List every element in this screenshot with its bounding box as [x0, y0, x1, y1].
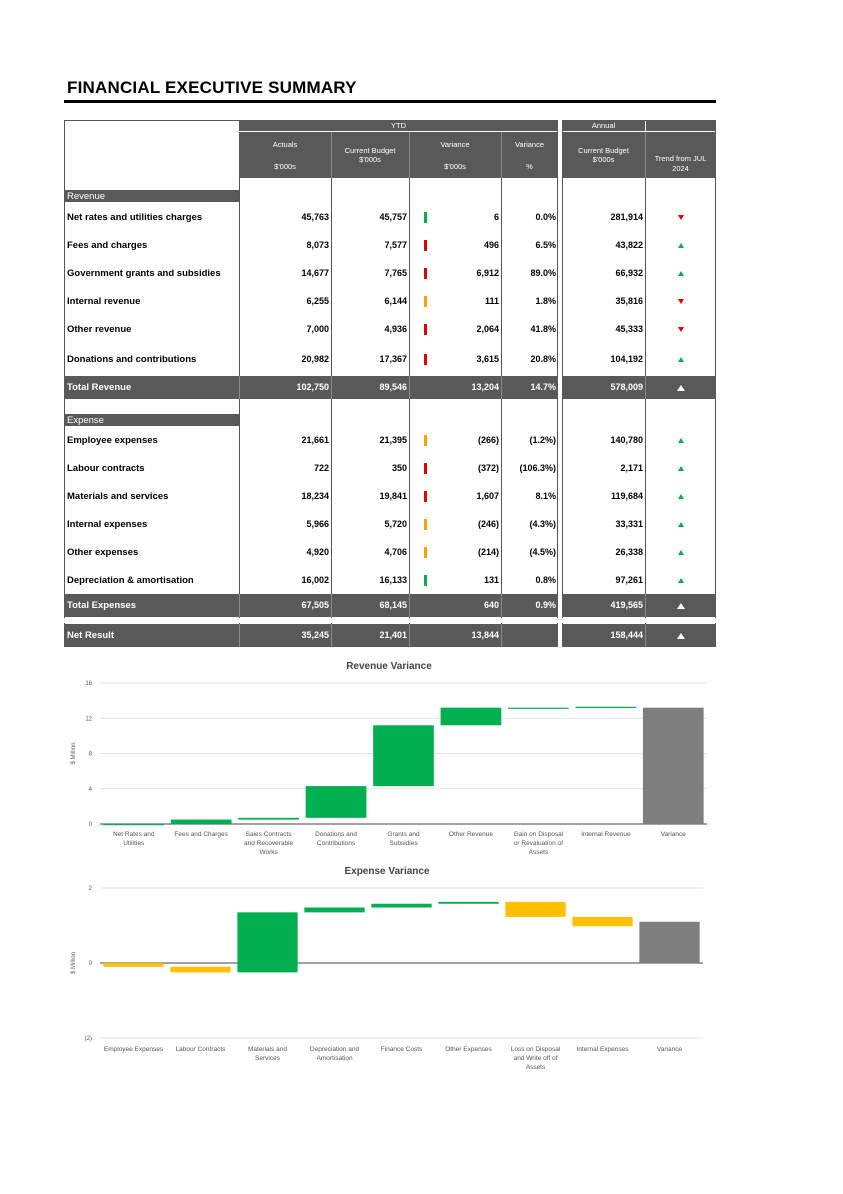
- x-tick-label: [174, 831, 228, 838]
- row-variance: (266): [477, 435, 499, 445]
- row-variance-pct: 0.0%: [535, 212, 556, 222]
- x-tick-label-line: Assets: [525, 1064, 546, 1071]
- column-header-budget: Current Budget: [344, 146, 396, 155]
- x-tick-label-line: Variance: [656, 1046, 683, 1053]
- row-budget: 21,395: [379, 435, 407, 445]
- row-variance-pct: 89.0%: [530, 268, 556, 278]
- bar-3: [238, 818, 299, 820]
- y-tick-label: 2: [88, 886, 92, 892]
- x-tick-label-line: Gain on Disposal: [513, 831, 564, 838]
- column-header-annual_budget-unit: $'000s: [592, 155, 615, 164]
- x-tick-label: [176, 1046, 227, 1053]
- row-label: Net rates and utilities charges: [67, 212, 203, 223]
- row-budget: 350: [391, 463, 407, 473]
- revenue-variance-chart: [55, 655, 725, 865]
- y-tick-label: 12: [85, 716, 92, 723]
- x-tick-label: [514, 831, 564, 856]
- trend-up-icon: [678, 271, 684, 276]
- row-label: Government grants and subsidies: [67, 268, 221, 279]
- row-variance: 3,615: [476, 354, 499, 364]
- row-variance-pct: 8.1%: [535, 491, 556, 501]
- row-budget: 7,577: [384, 240, 407, 250]
- x-tick-label: [315, 831, 357, 847]
- row-budget: 17,367: [379, 354, 407, 364]
- total-separator: [645, 376, 646, 399]
- total-separator: [501, 594, 502, 617]
- bar-6: [441, 708, 502, 726]
- column-line: [645, 178, 646, 647]
- x-tick-label: [576, 1046, 629, 1053]
- row-variance-pct: (4.3%): [529, 519, 556, 529]
- total-expenses-label: Total Expenses: [67, 600, 136, 611]
- column-header-trend-unit: 2024: [672, 164, 689, 173]
- x-tick-label-line: Depreciation and: [309, 1046, 360, 1053]
- row-actuals: 722: [313, 463, 329, 473]
- x-tick-label: [445, 1046, 492, 1053]
- x-tick-label-line: Other Revenue: [448, 831, 493, 838]
- row-variance: 1,607: [476, 491, 499, 501]
- net-result-label: Net Result: [67, 630, 114, 641]
- bar-3: [237, 912, 297, 972]
- bar-7: [505, 902, 565, 917]
- x-tick-label: [104, 1046, 164, 1053]
- trend-up-icon: [677, 385, 685, 391]
- total-separator: [645, 594, 646, 617]
- row-label: Other revenue: [67, 324, 132, 335]
- x-tick-label-line: Contributions: [316, 840, 356, 847]
- row-budget: 6,144: [384, 296, 407, 306]
- bar-6: [438, 902, 498, 904]
- total-revenue-variance-pct: 14.7%: [530, 382, 556, 392]
- x-tick-label: [387, 831, 420, 847]
- column-header-actuals-unit: $'000s: [274, 162, 296, 171]
- row-actuals: 21,661: [301, 435, 329, 445]
- net-result-variance: 13,844: [471, 630, 499, 640]
- total-separator: [239, 376, 240, 399]
- row-annual-budget: 35,816: [615, 296, 643, 306]
- trend-up-icon: [678, 466, 684, 471]
- x-tick-label: [581, 831, 631, 838]
- bar-5: [371, 904, 431, 908]
- column-header-annual_budget: Current Budget: [578, 146, 629, 155]
- column-header-trend: Trend from JUL: [654, 154, 707, 163]
- bar-2: [171, 820, 232, 824]
- row-label: Depreciation & amortisation: [67, 575, 194, 586]
- total-expenses-actuals: 67,505: [301, 600, 329, 610]
- x-tick-label-line: Grants and: [387, 831, 420, 838]
- header-separator: [331, 132, 332, 178]
- row-variance: (372): [477, 463, 499, 473]
- chart-title: Revenue Variance: [346, 661, 432, 672]
- x-tick-label-line: Net Rates and: [112, 831, 155, 838]
- bar-9: [639, 922, 699, 963]
- row-variance: 6,912: [476, 268, 499, 278]
- row-label: Labour contracts: [67, 463, 145, 474]
- total-separator: [501, 624, 502, 647]
- row-label: Other expenses: [67, 547, 139, 558]
- x-tick-label-line: Other Expenses: [445, 1046, 492, 1053]
- row-budget: 4,936: [384, 324, 407, 334]
- row-actuals: 6,255: [306, 296, 329, 306]
- section-revenue-label: Revenue: [67, 191, 106, 202]
- total-separator: [331, 376, 332, 399]
- row-variance: 6: [493, 212, 499, 222]
- row-label: Materials and services: [67, 491, 169, 502]
- x-tick-label: [661, 831, 687, 838]
- row-variance-pct: (106.3%): [519, 463, 556, 473]
- trend-up-icon: [678, 438, 684, 443]
- row-actuals: 5,966: [306, 519, 329, 529]
- row-annual-budget: 119,684: [610, 491, 643, 501]
- row-actuals: 45,763: [301, 212, 329, 222]
- bar-4: [304, 908, 364, 913]
- total-separator: [409, 376, 410, 399]
- trend-up-icon: [677, 633, 685, 639]
- ytd-label: YTD: [391, 121, 406, 130]
- row-annual-budget: 33,331: [615, 519, 643, 529]
- y-tick-label: 0: [88, 822, 92, 828]
- x-tick-label-line: Materials and: [247, 1046, 288, 1053]
- row-variance: (214): [477, 547, 499, 557]
- y-tick-label: (2): [84, 1036, 92, 1042]
- expense-variance-chart: [55, 862, 725, 1082]
- row-actuals: 7,000: [306, 324, 329, 334]
- x-tick-label: [657, 1046, 683, 1053]
- bar-7: [508, 708, 569, 709]
- x-tick-label-line: Internal Expenses: [576, 1046, 629, 1053]
- trend-up-icon: [677, 603, 685, 609]
- row-budget: 5,720: [384, 519, 407, 529]
- total-revenue-variance: 13,204: [471, 382, 499, 392]
- x-tick-label: [248, 1046, 287, 1062]
- x-tick-label-line: Subsidies: [389, 840, 418, 847]
- total-expenses-variance-pct: 0.9%: [535, 600, 556, 610]
- x-tick-label-line: Amortisation: [316, 1055, 353, 1062]
- x-tick-label-line: Internal Revenue: [581, 831, 631, 838]
- trend-up-icon: [678, 494, 684, 499]
- total-separator: [501, 376, 502, 399]
- y-tick-label: 0: [88, 961, 92, 967]
- total-separator: [239, 624, 240, 647]
- trend-up-icon: [678, 357, 684, 362]
- x-tick-label-line: Assets: [528, 849, 549, 856]
- x-tick-label-line: Variance: [660, 831, 686, 838]
- row-label: Internal expenses: [67, 519, 148, 530]
- row-annual-budget: 97,261: [615, 575, 643, 585]
- x-tick-label-line: Loss on Disposal: [510, 1046, 561, 1053]
- row-actuals: 4,920: [306, 547, 329, 557]
- row-annual-budget: 45,333: [615, 324, 643, 334]
- bar-4: [306, 786, 367, 818]
- total-revenue-annual-budget: 578,009: [610, 382, 643, 392]
- frame-gap: [559, 120, 562, 647]
- x-tick-label: [113, 831, 155, 847]
- header-separator: [645, 132, 646, 178]
- total-revenue-label: Total Revenue: [67, 382, 132, 393]
- row-label: Fees and charges: [67, 240, 148, 251]
- chart-title: Expense Variance: [344, 866, 430, 877]
- x-tick-label-line: or Revaluation of: [513, 840, 563, 847]
- y-tick-label: 16: [85, 681, 92, 687]
- row-variance-pct: (4.5%): [529, 547, 556, 557]
- total-separator: [409, 594, 410, 617]
- x-tick-label: [449, 831, 493, 838]
- row-annual-budget: 26,338: [615, 547, 643, 557]
- x-tick-label-line: Utilities: [123, 840, 145, 847]
- row-label: Donations and contributions: [67, 354, 197, 365]
- column-header-variance: Variance: [440, 140, 470, 149]
- trend-top-band: [646, 120, 716, 131]
- x-tick-label: [511, 1046, 561, 1071]
- row-label: Employee expenses: [67, 435, 158, 446]
- row-actuals: 8,073: [306, 240, 329, 250]
- bar-1: [103, 963, 163, 967]
- column-header-variance-unit: $'000s: [444, 162, 466, 171]
- total-separator: [409, 624, 410, 647]
- trend-down-icon: [678, 299, 684, 304]
- row-variance-pct: 0.8%: [535, 575, 556, 585]
- row-annual-budget: 43,822: [615, 240, 643, 250]
- y-axis-label: $ Million: [71, 742, 77, 765]
- trend-up-icon: [678, 578, 684, 583]
- row-actuals: 16,002: [301, 575, 329, 585]
- x-tick-label-line: Finance Costs: [380, 1046, 423, 1053]
- x-tick-label-line: Donations and: [315, 831, 358, 838]
- row-budget: 7,765: [384, 268, 407, 278]
- net-result-budget: 21,401: [379, 630, 407, 640]
- x-tick-label: [310, 1046, 360, 1062]
- row-variance: 496: [483, 240, 499, 250]
- row-label: Internal revenue: [67, 296, 141, 307]
- net-result-actuals: 35,245: [301, 630, 329, 640]
- x-tick-label-line: Fees and Charges: [174, 831, 228, 838]
- column-header-variance_pct-unit: %: [526, 162, 533, 171]
- trend-down-icon: [678, 215, 684, 220]
- trend-up-icon: [678, 550, 684, 555]
- page-title: FINANCIAL EXECUTIVE SUMMARY: [67, 78, 357, 97]
- trend-up-icon: [678, 522, 684, 527]
- column-header-actuals: Actuals: [272, 140, 298, 149]
- net-result-annual-budget: 158,444: [610, 630, 643, 640]
- total-expenses-budget: 68,145: [379, 600, 407, 610]
- total-expenses-annual-budget: 419,565: [610, 600, 643, 610]
- title-rule: [64, 100, 716, 103]
- trend-up-icon: [678, 243, 684, 248]
- x-tick-label-line: and Write off of: [513, 1055, 558, 1062]
- x-tick-label: [381, 1046, 423, 1053]
- x-tick-label-line: Works: [259, 849, 278, 856]
- row-variance: 111: [484, 296, 499, 306]
- row-actuals: 14,677: [301, 268, 329, 278]
- trend-down-icon: [678, 327, 684, 332]
- x-tick-label-line: and Recoverable: [244, 840, 294, 847]
- annual-label: Annual: [591, 121, 616, 130]
- row-budget: 4,706: [384, 547, 407, 557]
- row-annual-budget: 66,932: [615, 268, 643, 278]
- row-variance: 131: [483, 575, 499, 585]
- row-variance-pct: 20.8%: [530, 354, 556, 364]
- bar-2: [170, 967, 230, 973]
- total-revenue-budget: 89,546: [379, 382, 407, 392]
- row-actuals: 20,982: [301, 354, 329, 364]
- column-header-budget-unit: $'000s: [359, 155, 381, 164]
- bar-9: [643, 708, 704, 824]
- bar-1: [103, 824, 164, 825]
- total-revenue-actuals: 102,750: [296, 382, 329, 392]
- total-separator: [645, 624, 646, 647]
- row-variance: 2,064: [476, 324, 499, 334]
- total-expenses-variance: 640: [483, 600, 499, 610]
- row-variance-pct: 41.8%: [530, 324, 556, 334]
- row-variance-pct: (1.2%): [529, 435, 556, 445]
- row-variance-pct: 6.5%: [535, 240, 556, 250]
- total-separator: [239, 594, 240, 617]
- header-separator: [501, 132, 502, 178]
- x-tick-label-line: Services: [255, 1055, 280, 1062]
- row-budget: 16,133: [379, 575, 407, 585]
- total-separator: [331, 594, 332, 617]
- section-expense-label: Expense: [67, 415, 104, 426]
- x-tick-label-line: Employee Expenses: [103, 1046, 164, 1053]
- x-tick-label: [244, 831, 294, 856]
- row-annual-budget: 140,780: [610, 435, 643, 445]
- y-tick-label: 8: [88, 751, 92, 758]
- bar-8: [572, 917, 632, 926]
- y-tick-label: 4: [88, 786, 92, 793]
- column-header-variance_pct: Variance: [514, 140, 545, 149]
- y-axis-label: $ Million: [71, 951, 77, 975]
- row-variance: (246): [477, 519, 499, 529]
- row-actuals: 18,234: [301, 491, 329, 501]
- total-separator: [331, 624, 332, 647]
- row-annual-budget: 104,192: [610, 354, 643, 364]
- row-budget: 45,757: [379, 212, 407, 222]
- x-tick-label-line: Sales Contracts: [245, 831, 292, 838]
- x-tick-label-line: Labour Contracts: [175, 1046, 226, 1053]
- header-separator: [409, 132, 410, 178]
- net-gap: [64, 618, 716, 623]
- row-budget: 19,841: [379, 491, 407, 501]
- bar-8: [575, 707, 636, 708]
- row-annual-budget: 281,914: [610, 212, 643, 222]
- ytd-column-header-band: [239, 132, 558, 178]
- bar-5: [373, 725, 434, 786]
- row-annual-budget: 2,171: [620, 463, 643, 473]
- row-variance-pct: 1.8%: [535, 296, 556, 306]
